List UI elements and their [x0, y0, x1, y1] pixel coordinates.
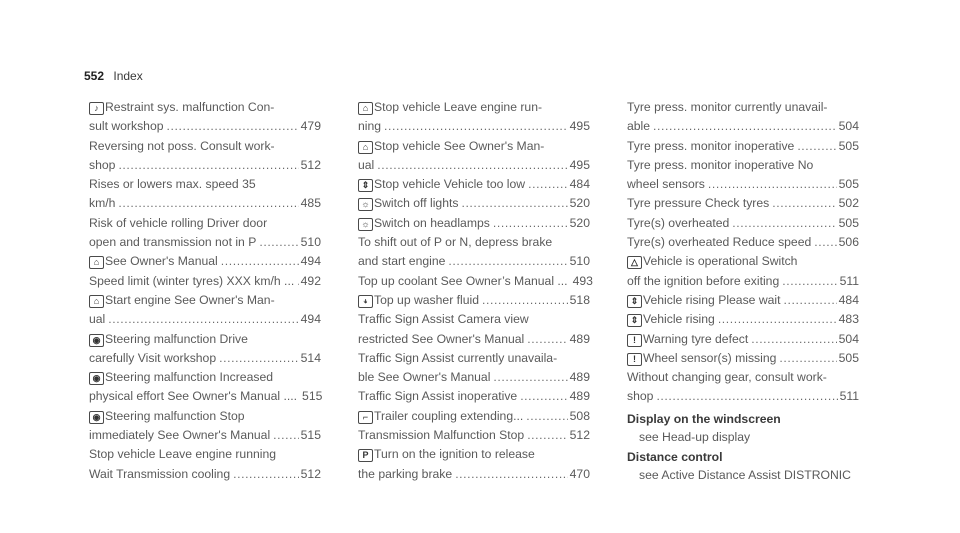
index-entry [89, 214, 321, 253]
entry-text: ble See Owner's Manual [358, 370, 491, 385]
index-entry [627, 252, 859, 291]
entry-line [358, 407, 590, 426]
entry-text: Tyre(s) overheated Reduce speed [627, 235, 812, 250]
index-entry [627, 291, 859, 310]
index-entry [358, 194, 590, 213]
entry-line [89, 117, 321, 136]
entry-text: Stop vehicle Leave engine run- [374, 100, 543, 114]
entry-line [89, 156, 321, 175]
entry-text: Reversing not poss. Consult work- [89, 138, 275, 153]
entry-line [358, 117, 590, 136]
index-entry [627, 156, 859, 195]
entry-line [358, 137, 590, 156]
entry-text: able [627, 119, 651, 134]
page-header [84, 69, 143, 83]
page-reference[interactable]: 510 [300, 235, 321, 250]
entry-text: Rises or lowers max. speed 35 [89, 177, 256, 192]
entry-text: shop [89, 157, 116, 172]
entry-line [89, 368, 321, 387]
entry-text: Wheel sensor(s) missing [643, 350, 777, 365]
leader-dots [118, 194, 298, 213]
page-reference[interactable]: 489 [569, 331, 590, 346]
car-icon: ⌂ [89, 295, 104, 308]
entry-line [89, 194, 321, 213]
index-column-1 [89, 98, 321, 484]
leader-dots [797, 137, 836, 156]
page-reference[interactable]: 479 [300, 119, 321, 134]
entry-text: Without changing gear, consult work- [627, 370, 827, 385]
index-column-2 [358, 98, 593, 484]
leader-dots [461, 194, 567, 213]
entry-text: Restraint sys. malfunction Con- [105, 100, 275, 114]
leader-dots [782, 272, 837, 291]
page-reference[interactable]: 515 [302, 389, 323, 404]
entry-text: Traffic Sign Assist Camera view [358, 312, 529, 327]
entry-text: Top up coolant See Owner’s Manual ... [358, 273, 568, 288]
page-reference[interactable]: 492 [300, 273, 321, 288]
tyre-warning-icon: ! [627, 334, 642, 347]
entry-line [358, 156, 590, 175]
page-reference[interactable]: 495 [569, 119, 590, 134]
index-entry [89, 175, 321, 214]
page-reference[interactable]: 512 [569, 428, 590, 443]
entry-line [358, 233, 590, 252]
entry-line [89, 330, 321, 349]
page-reference[interactable]: 484 [569, 177, 590, 192]
page-reference[interactable]: 514 [300, 350, 321, 365]
steering-icon: ◉ [89, 334, 104, 347]
page-reference[interactable]: 505 [838, 350, 859, 365]
leader-dots [520, 387, 567, 406]
page-reference[interactable]: 505 [838, 215, 859, 230]
trailer-icon: ⌐ [358, 411, 373, 424]
entry-line [89, 387, 321, 406]
leader-dots [219, 349, 299, 368]
entry-line [358, 252, 590, 271]
entry-text: Stop vehicle See Owner's Man- [374, 138, 545, 153]
index-entry [89, 98, 321, 137]
page-reference[interactable]: 470 [569, 466, 590, 481]
index-entry [627, 98, 859, 137]
entry-text: ual [358, 157, 375, 172]
entry-text: Vehicle rising [643, 312, 715, 327]
entry-text: Wait Transmission cooling [89, 466, 231, 481]
entry-line [358, 349, 590, 368]
entry-line [358, 445, 590, 464]
entry-text: Steering malfunction Increased [105, 370, 274, 385]
leader-dots [384, 117, 568, 136]
entry-line [89, 137, 321, 156]
entry-text: Tyre pressure Check tyres [627, 196, 770, 211]
entry-line [89, 426, 321, 445]
vehicle-level-icon: ⇕ [627, 314, 642, 327]
leader-dots [493, 368, 567, 387]
entry-text: Traffic Sign Assist currently unavaila- [358, 350, 558, 365]
index-entry [358, 426, 590, 445]
index-entry [358, 387, 590, 406]
section-title: Index [113, 69, 143, 83]
index-entry [89, 330, 321, 369]
index-entry [358, 349, 590, 388]
index-entry [89, 445, 321, 484]
page-reference[interactable]: 504 [838, 119, 859, 134]
leader-dots [273, 426, 299, 445]
entry-line [627, 156, 859, 175]
entry-text: off the ignition before exiting [627, 273, 780, 288]
entry-text: and start engine [358, 254, 446, 269]
page-reference[interactable]: 483 [838, 312, 859, 327]
page-reference[interactable]: 495 [569, 157, 590, 172]
entry-text: Tyre press. monitor inoperative [627, 138, 795, 153]
index-heading: Distance control [627, 450, 723, 465]
entry-line [89, 310, 321, 329]
entry-text: ning [358, 119, 382, 134]
entry-line [358, 291, 590, 310]
entry-text: Start engine See Owner's Man- [105, 292, 275, 307]
page-reference[interactable]: 515 [300, 428, 321, 443]
entry-text: Risk of vehicle rolling Driver door [89, 215, 268, 230]
leader-dots [527, 426, 567, 445]
page-reference[interactable]: 511 [839, 273, 859, 288]
vehicle-level-icon: ⇕ [358, 179, 373, 192]
entry-line [358, 272, 593, 291]
page-reference[interactable]: 508 [569, 408, 590, 423]
entry-line [627, 272, 859, 291]
page-reference[interactable]: 520 [569, 196, 590, 211]
entry-text: km/h [89, 196, 116, 211]
page-reference[interactable]: 494 [300, 312, 321, 327]
index-entry [89, 252, 321, 271]
leader-dots [784, 291, 837, 310]
restraint-icon: ♪ [89, 102, 104, 115]
index-entry [358, 214, 590, 233]
index-heading-entry [627, 410, 859, 445]
entry-line [627, 98, 859, 117]
entry-line [627, 330, 859, 349]
entry-text: open and transmission not in P [89, 235, 257, 250]
page-reference[interactable]: 489 [569, 389, 590, 404]
entry-line [627, 233, 859, 252]
leader-dots [259, 233, 298, 252]
page-reference[interactable]: 494 [300, 254, 321, 269]
entry-text: Speed limit (winter tyres) XXX km/h ... [89, 273, 295, 288]
index-entry [358, 272, 593, 291]
leader-dots [377, 156, 567, 175]
car-icon: ⌂ [89, 256, 104, 269]
entry-text: Turn on the ignition to release [374, 447, 535, 462]
entry-text: Trailer coupling extending... [374, 408, 524, 423]
leader-dots [297, 272, 298, 291]
entry-line [89, 252, 321, 271]
entry-line [358, 175, 590, 194]
entry-text: Traffic Sign Assist inoperative [358, 389, 518, 404]
leader-dots [751, 330, 836, 349]
index-entry [358, 445, 590, 484]
entry-line [89, 465, 321, 484]
steering-icon: ◉ [89, 411, 104, 424]
entry-line [89, 407, 321, 426]
page-number: 552 [84, 69, 105, 83]
index-column-3 [627, 98, 859, 483]
light-icon: ☼ [358, 198, 373, 211]
index-entry [358, 98, 590, 137]
entry-text: Stop vehicle Leave engine running [89, 447, 277, 462]
entry-text: carefully Visit workshop [89, 350, 217, 365]
index-entry [358, 137, 590, 176]
page-reference[interactable]: 484 [838, 292, 859, 307]
entry-line [89, 349, 321, 368]
index-entry [358, 175, 590, 194]
entry-text: shop [627, 389, 654, 404]
index-entry [89, 291, 321, 330]
see-also-reference[interactable]: see Active Distance Assist DISTRONIC [639, 468, 851, 483]
entry-line [627, 194, 859, 213]
leader-dots [718, 310, 837, 329]
page-reference[interactable]: 505 [838, 177, 859, 192]
page-reference[interactable]: 504 [838, 331, 859, 346]
entry-line [627, 175, 859, 194]
car-icon: ⌂ [358, 102, 373, 115]
index-entry [358, 310, 590, 349]
leader-dots [527, 330, 567, 349]
page-reference[interactable]: 510 [569, 254, 590, 269]
entry-line [627, 387, 859, 406]
washer-fluid-icon: ⍖ [358, 295, 373, 308]
page-reference[interactable]: 506 [838, 235, 859, 250]
leader-dots [221, 252, 299, 271]
entry-line [89, 272, 321, 291]
leader-dots [526, 407, 567, 426]
leader-dots [233, 465, 299, 484]
index-entry [627, 194, 859, 213]
index-entry [627, 233, 859, 252]
entry-line [358, 194, 590, 213]
tyre-warning-icon: ! [627, 353, 642, 366]
entry-text: Steering malfunction Stop [105, 408, 245, 423]
entry-text: Tyre press. monitor inoperative No [627, 157, 814, 172]
leader-dots [167, 117, 299, 136]
steering-icon: ◉ [89, 372, 104, 385]
entry-line [358, 368, 590, 387]
index-entry [627, 330, 859, 349]
see-also-reference[interactable]: see Head-up display [639, 430, 751, 445]
page-reference[interactable]: 505 [838, 138, 859, 153]
entry-text: sult workshop [89, 119, 164, 134]
leader-dots [653, 117, 837, 136]
entry-line [627, 310, 859, 329]
page-reference[interactable]: 489 [569, 370, 590, 385]
entry-text: Tyre press. monitor currently unavail- [627, 100, 828, 114]
entry-text: Warning tyre defect [643, 331, 749, 346]
entry-line [627, 214, 859, 233]
entry-text: Top up washer fluid [374, 292, 480, 307]
entry-text: Steering malfunction Drive [105, 331, 248, 346]
page-reference[interactable]: 520 [569, 215, 590, 230]
page-reference[interactable]: 493 [572, 273, 593, 288]
index-entry [358, 233, 590, 272]
entry-text: ual [89, 312, 106, 327]
page-reference[interactable]: 512 [300, 157, 321, 172]
entry-line [89, 291, 321, 310]
page-reference[interactable]: 511 [839, 389, 859, 404]
index-entry [89, 137, 321, 176]
page-reference[interactable]: 485 [300, 196, 321, 211]
index-entry [89, 272, 321, 291]
leader-dots [656, 387, 837, 406]
index-entry [627, 368, 859, 407]
entry-text: Tyre(s) overheated [627, 215, 730, 230]
index-entry [358, 291, 590, 310]
leader-dots [482, 291, 568, 310]
index-entry [89, 368, 321, 407]
leader-dots [108, 310, 298, 329]
entry-line [358, 330, 590, 349]
entry-text: Switch off lights [374, 196, 459, 211]
page-reference[interactable]: 512 [300, 466, 321, 481]
leader-dots [814, 233, 836, 252]
index-heading-entry [627, 448, 859, 483]
vehicle-level-icon: ⇕ [627, 295, 642, 308]
index-heading: Display on the windscreen [627, 411, 781, 426]
index-entry [627, 349, 859, 368]
entry-line [627, 117, 859, 136]
leader-dots [732, 214, 836, 233]
warning-triangle-icon: △ [627, 256, 642, 269]
entry-line [358, 465, 590, 484]
entry-line [627, 291, 859, 310]
leader-dots [448, 252, 567, 271]
entry-line [627, 368, 859, 387]
entry-text: the parking brake [358, 466, 453, 481]
index-entry [89, 407, 321, 446]
entry-line [358, 387, 590, 406]
entry-line [89, 233, 321, 252]
index-entry [358, 407, 590, 426]
entry-line [358, 310, 590, 329]
entry-text: Switch on headlamps [374, 215, 490, 230]
entry-line [89, 445, 321, 464]
index-entry [627, 137, 859, 156]
entry-line [627, 137, 859, 156]
entry-text: restricted See Owner's Manual [358, 331, 525, 346]
entry-line [358, 98, 590, 117]
entry-text: Transmission Malfunction Stop [358, 428, 525, 443]
entry-text: physical effort See Owner's Manual .... [89, 389, 298, 404]
entry-line [89, 214, 321, 233]
leader-dots [493, 214, 568, 233]
entry-line [358, 426, 590, 445]
index-entry [627, 310, 859, 329]
entry-line [89, 175, 321, 194]
entry-text: wheel sensors [627, 177, 705, 192]
parking-brake-icon: P [358, 449, 373, 462]
entry-line [89, 98, 321, 117]
light-icon: ☼ [358, 218, 373, 231]
page-reference[interactable]: 518 [569, 292, 590, 307]
entry-line [358, 214, 590, 233]
entry-line [627, 252, 859, 271]
leader-dots [772, 194, 836, 213]
page-reference[interactable]: 502 [838, 196, 859, 211]
entry-line [627, 349, 859, 368]
entry-text: See Owner's Manual [105, 254, 218, 269]
entry-text: Vehicle is operational Switch [643, 254, 798, 269]
entry-text: immediately See Owner's Manual [89, 428, 271, 443]
leader-dots [455, 465, 567, 484]
leader-dots [708, 175, 837, 194]
car-icon: ⌂ [358, 141, 373, 154]
entry-text: To shift out of P or N, depress brake [358, 235, 553, 250]
leader-dots [118, 156, 298, 175]
leader-dots [779, 349, 836, 368]
leader-dots [528, 175, 568, 194]
index-entry [627, 214, 859, 233]
entry-text: Vehicle rising Please wait [643, 292, 781, 307]
entry-text: Stop vehicle Vehicle too low [374, 177, 526, 192]
